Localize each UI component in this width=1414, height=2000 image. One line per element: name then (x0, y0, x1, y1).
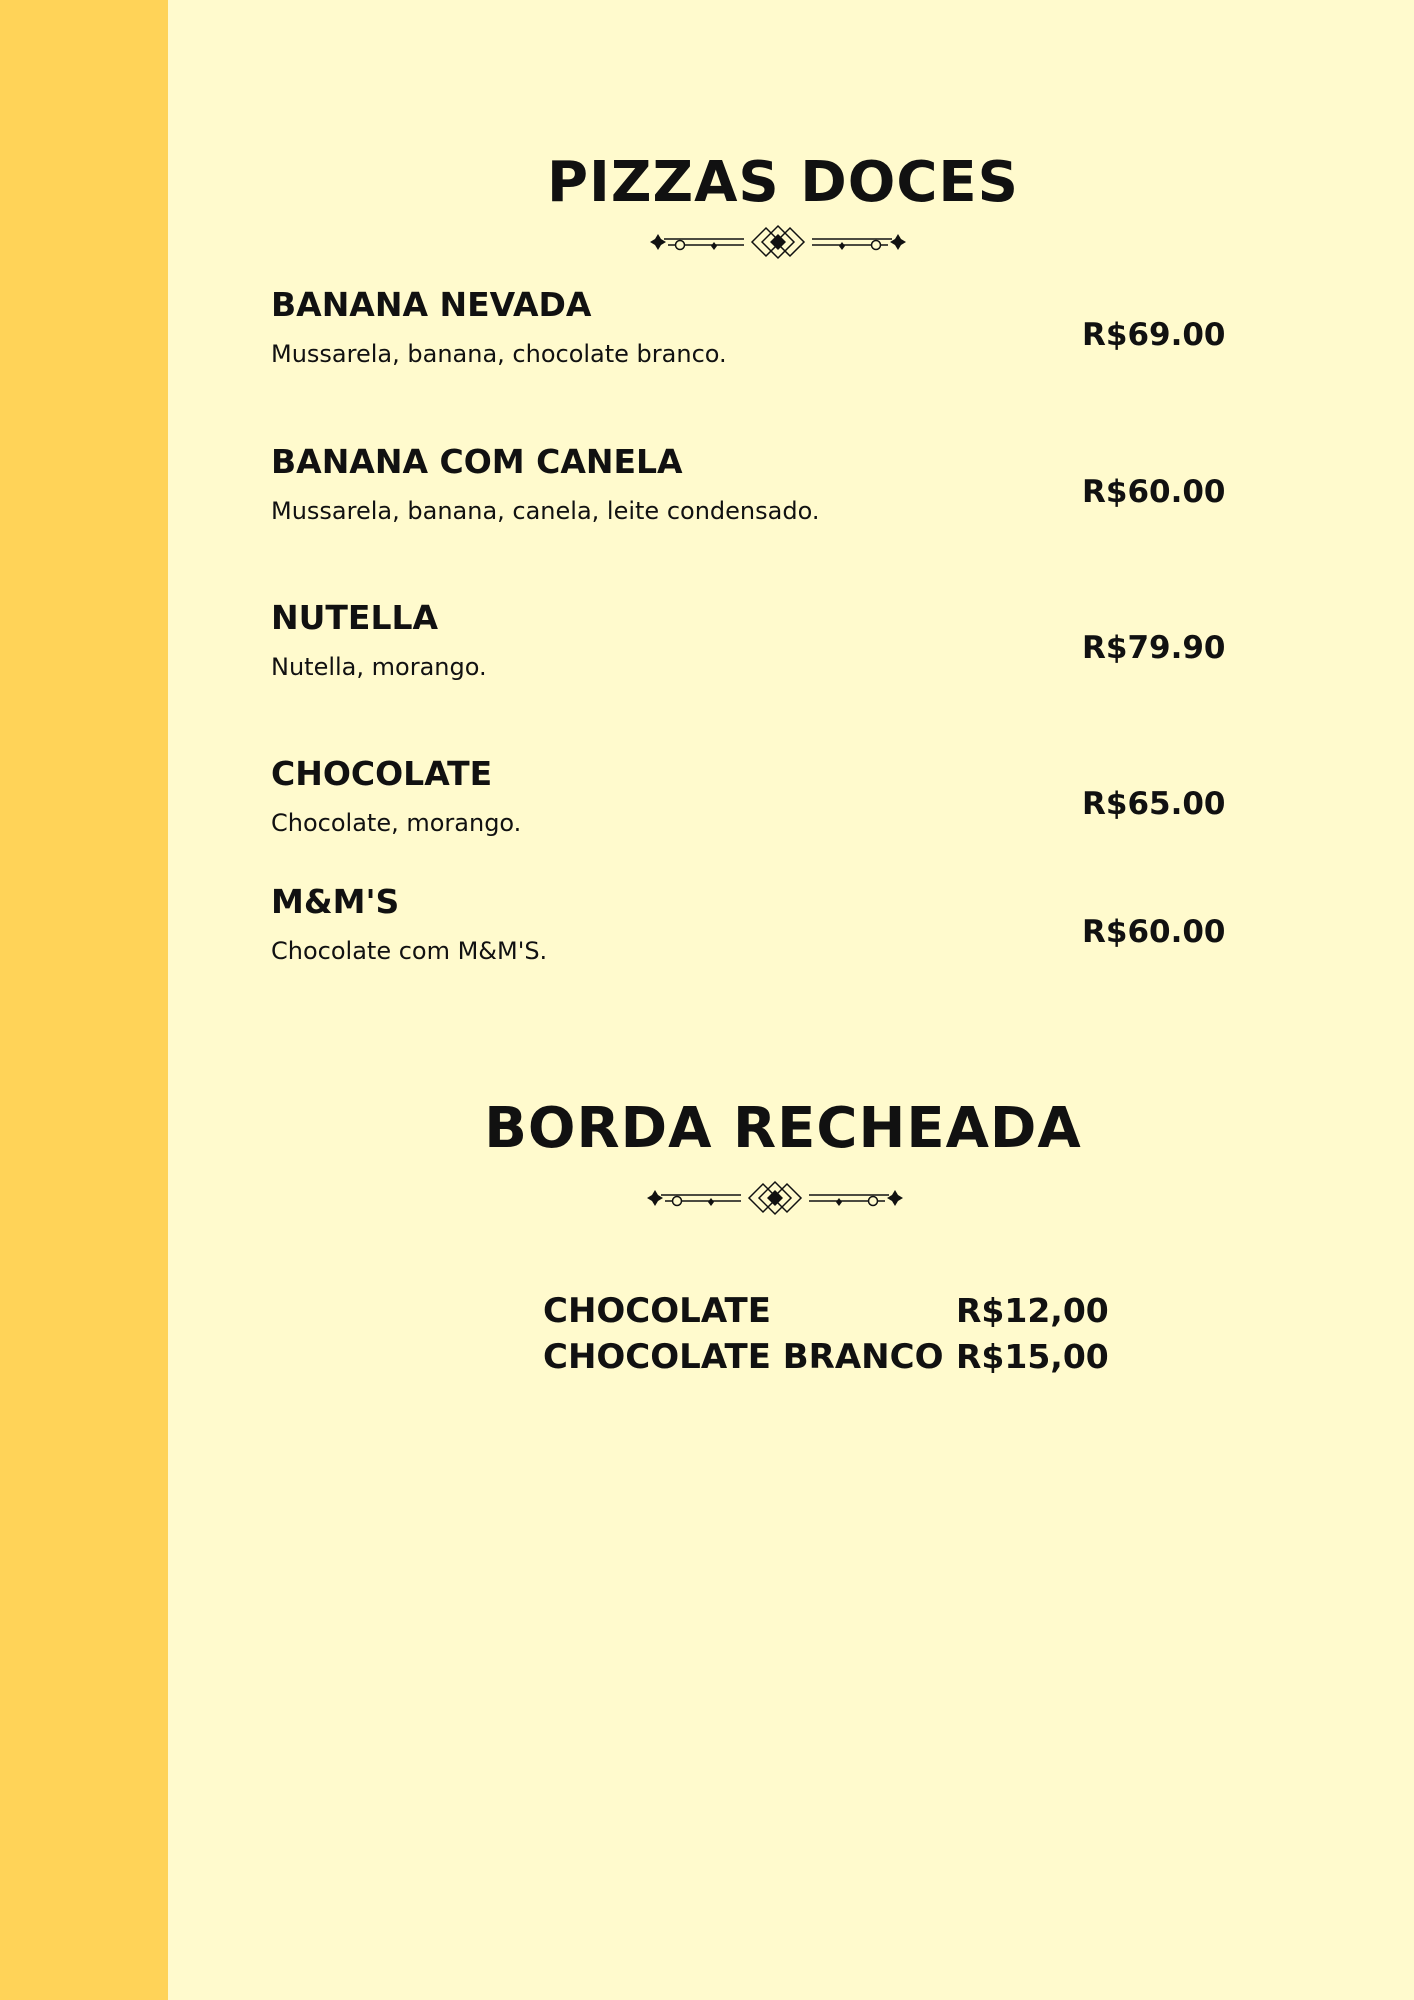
item-description: Chocolate com M&M'S. (271, 937, 548, 965)
crust-item-name: CHOCOLATE BRANCO (543, 1337, 944, 1377)
item-price: R$79.90 (1082, 630, 1226, 666)
item-price: R$69.00 (1082, 317, 1226, 353)
item-name: BANANA COM CANELA (271, 442, 683, 481)
crust-item (543, 1291, 1143, 1335)
crust-item-price: R$15,00 (956, 1337, 1109, 1376)
item-price: R$65.00 (1082, 786, 1226, 822)
item-name: BANANA NEVADA (271, 285, 592, 324)
side-color-band (0, 0, 168, 2000)
item-price: R$60.00 (1082, 474, 1226, 510)
ornamental-divider-icon (648, 222, 908, 262)
section-title-borda-recheada: BORDA RECHEADA (484, 1096, 1082, 1161)
item-price: R$60.00 (1082, 914, 1226, 950)
item-description: Mussarela, banana, canela, leite condensado. (271, 497, 820, 525)
item-description: Chocolate, morango. (271, 809, 522, 837)
ornamental-divider-icon (645, 1178, 905, 1218)
crust-item-price: R$12,00 (956, 1291, 1109, 1330)
item-description: Mussarela, banana, chocolate branco. (271, 340, 727, 368)
item-description: Nutella, morango. (271, 653, 487, 681)
item-name: CHOCOLATE (271, 754, 493, 793)
crust-item-name: CHOCOLATE (543, 1291, 771, 1331)
section-title-pizzas-doces: PIZZAS DOCES (546, 150, 1020, 215)
item-name: NUTELLA (271, 598, 439, 637)
item-name: M&M'S (271, 882, 400, 921)
crust-item (543, 1337, 1143, 1381)
